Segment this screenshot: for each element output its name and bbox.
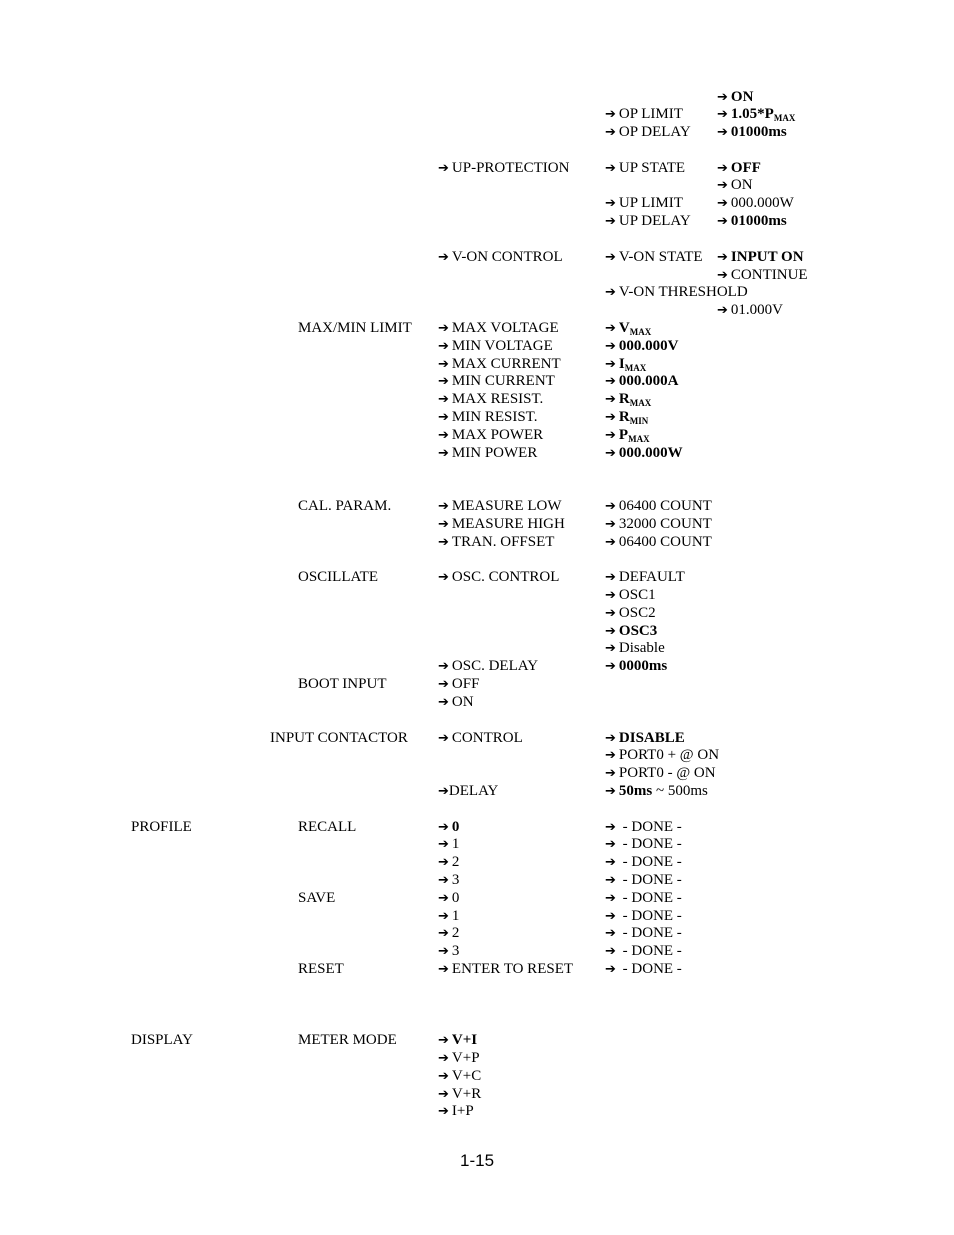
menu-label: V-ON THRESHOLD	[618, 284, 748, 300]
menu-option	[605, 924, 682, 943]
arrow-right-icon: ➔	[605, 428, 616, 443]
menu-heading	[298, 960, 344, 978]
arrow-right-icon: ➔	[605, 820, 616, 835]
arrow-right-icon: ➔	[717, 268, 728, 283]
menu-label: - DONE -	[618, 961, 682, 977]
arrow-right-icon: ➔	[605, 855, 616, 870]
menu-option	[438, 319, 559, 338]
menu-option	[605, 105, 683, 124]
menu-label: 01000ms	[730, 213, 787, 229]
menu-option	[438, 657, 538, 676]
arrow-right-icon: ➔	[605, 766, 616, 781]
arrow-right-icon: ➔	[605, 285, 616, 300]
menu-option	[438, 533, 554, 552]
menu-label: PORT0 - @ ON	[618, 765, 716, 781]
menu-label: UP LIMIT	[618, 195, 683, 211]
arrow-right-icon: ➔	[438, 374, 449, 389]
arrow-right-icon: ➔	[717, 214, 728, 229]
arrow-right-icon: ➔	[438, 962, 449, 977]
menu-label: ON	[730, 89, 754, 105]
arrow-right-icon: ➔	[605, 891, 616, 906]
menu-option	[438, 426, 543, 445]
menu-option	[438, 408, 537, 427]
menu-label: MEASURE LOW	[451, 498, 562, 514]
arrow-right-icon: ➔	[605, 731, 616, 746]
menu-option	[605, 942, 682, 961]
menu-option	[438, 159, 569, 178]
menu-option	[717, 194, 794, 213]
menu-label: OSCILLATE	[298, 569, 378, 585]
menu-label: $V_{MAX}$	[618, 320, 652, 337]
menu-label: OP LIMIT	[618, 106, 683, 122]
label-subscript: MAX	[628, 434, 650, 444]
menu-label: INPUT ON	[730, 249, 804, 265]
arrow-right-icon: ➔	[605, 161, 616, 176]
label-subscript: MIN	[629, 416, 649, 426]
menu-label: TRAN. OFFSET	[451, 534, 555, 550]
menu-option	[717, 105, 795, 124]
menu-label: $I_{MAX}$	[618, 356, 647, 373]
menu-label: CONTINUE	[730, 267, 808, 283]
menu-option	[438, 835, 459, 854]
menu-option	[438, 337, 553, 356]
menu-option	[605, 426, 650, 445]
menu-label: 06400 COUNT	[618, 534, 712, 550]
menu-label: V+I	[451, 1032, 478, 1048]
menu-option	[438, 497, 561, 516]
menu-option	[438, 248, 563, 267]
menu-label: OFF	[730, 160, 761, 176]
menu-heading	[298, 818, 356, 836]
arrow-right-icon: ➔	[605, 624, 616, 639]
menu-label: 32000 COUNT	[618, 516, 712, 532]
menu-option	[438, 515, 565, 534]
menu-label: MIN POWER	[451, 445, 538, 461]
menu-label: DELAY	[448, 783, 499, 799]
label-subscript: MAX	[629, 398, 652, 408]
arrow-right-icon: ➔	[717, 161, 728, 176]
label-subscript: MAX	[624, 363, 647, 373]
arrow-right-icon: ➔	[438, 446, 449, 461]
menu-label: OSC2	[618, 605, 656, 621]
arrow-right-icon: ➔	[438, 855, 449, 870]
arrow-right-icon: ➔	[605, 962, 616, 977]
menu-label: INPUT CONTACTOR	[270, 730, 408, 746]
arrow-right-icon: ➔	[605, 374, 616, 389]
arrow-right-icon: ➔	[605, 837, 616, 852]
menu-label: 000.000A	[618, 373, 679, 389]
menu-label: ENTER TO RESET	[451, 961, 574, 977]
menu-heading	[298, 1031, 397, 1049]
arrow-right-icon: ➔	[605, 606, 616, 621]
menu-option	[438, 729, 523, 748]
menu-option	[605, 159, 685, 178]
menu-label: PORT0 + @ ON	[618, 747, 720, 763]
menu-label: - DONE -	[618, 890, 682, 906]
arrow-right-icon: ➔	[438, 392, 449, 407]
arrow-right-icon: ➔	[605, 392, 616, 407]
menu-label: OSC3	[618, 623, 658, 639]
menu-label: RECALL	[298, 819, 357, 835]
menu-option	[605, 515, 712, 534]
arrow-right-icon: ➔	[438, 926, 449, 941]
arrow-right-icon: ➔	[438, 1087, 449, 1102]
arrow-right-icon: ➔	[605, 570, 616, 585]
menu-option	[605, 764, 716, 783]
menu-option	[605, 853, 682, 872]
menu-option	[438, 889, 459, 908]
menu-option	[605, 889, 682, 908]
arrow-right-icon: ➔	[605, 107, 616, 122]
menu-option	[605, 586, 656, 605]
menu-option	[717, 248, 804, 267]
arrow-right-icon: ➔	[438, 161, 449, 176]
arrow-right-icon: ➔	[605, 517, 616, 532]
arrow-right-icon: ➔	[438, 695, 449, 710]
menu-label: 1	[451, 836, 460, 852]
arrow-right-icon: ➔	[438, 1069, 449, 1084]
arrow-right-icon: ➔	[438, 428, 449, 443]
menu-option	[438, 1067, 481, 1086]
menu-label: 01000ms	[730, 124, 787, 140]
menu-option	[717, 212, 787, 231]
menu-label: V-ON CONTROL	[451, 249, 563, 265]
arrow-right-icon: ➔	[438, 891, 449, 906]
menu-option	[605, 533, 712, 552]
menu-label: 3	[451, 872, 460, 888]
menu-label: OSC. DELAY	[451, 658, 539, 674]
arrow-right-icon: ➔	[717, 90, 728, 105]
arrow-right-icon: ➔	[605, 125, 616, 140]
menu-label: CONTROL	[451, 730, 523, 746]
menu-heading	[298, 889, 335, 907]
menu-heading	[298, 675, 386, 693]
menu-label: UP STATE	[618, 160, 686, 176]
menu-label: V+R	[451, 1086, 482, 1102]
menu-option	[605, 337, 679, 356]
menu-label: MAX RESIST.	[451, 391, 544, 407]
menu-option	[438, 960, 573, 979]
menu-label: DISABLE	[618, 730, 685, 746]
arrow-right-icon: ➔	[438, 1033, 449, 1048]
arrow-right-icon: ➔	[605, 250, 616, 265]
menu-label: OSC1	[618, 587, 656, 603]
arrow-right-icon: ➔	[438, 517, 449, 532]
menu-label: MEASURE HIGH	[451, 516, 565, 532]
arrow-right-icon: ➔	[438, 339, 449, 354]
menu-label: $R_{MAX}$	[618, 391, 652, 408]
menu-option	[438, 372, 555, 391]
menu-option	[605, 568, 685, 587]
menu-label: 0	[451, 819, 460, 835]
arrow-right-icon: ➔	[438, 321, 449, 336]
menu-label: MIN VOLTAGE	[451, 338, 553, 354]
arrow-right-icon: ➔	[605, 909, 616, 924]
menu-label: MAX CURRENT	[451, 356, 561, 372]
menu-option	[438, 924, 459, 943]
arrow-right-icon: ➔	[717, 178, 728, 193]
menu-label: 2	[451, 925, 460, 941]
menu-option	[438, 1102, 474, 1121]
menu-label: SAVE	[298, 890, 336, 906]
menu-label: 01.000V	[730, 302, 783, 318]
menu-label: 1	[451, 908, 460, 924]
menu-label: 2	[451, 854, 460, 870]
menu-label: - DONE -	[618, 854, 682, 870]
arrow-right-icon: ➔	[605, 944, 616, 959]
menu-option	[605, 390, 651, 409]
arrow-right-icon: ➔	[605, 196, 616, 211]
arrow-right-icon: ➔	[605, 499, 616, 514]
menu-label: OSC. CONTROL	[451, 569, 560, 585]
menu-option	[717, 176, 753, 195]
arrow-right-icon: ➔	[438, 570, 449, 585]
arrow-right-icon: ➔	[438, 731, 449, 746]
menu-label: ON	[730, 177, 753, 193]
menu-option	[605, 657, 667, 676]
menu-heading	[298, 319, 412, 337]
menu-option	[605, 212, 691, 231]
page-number: 1-15	[460, 1151, 495, 1170]
menu-label: CAL. PARAM.	[298, 498, 392, 514]
menu-label: ON	[451, 694, 474, 710]
menu-label: 0000ms	[618, 658, 668, 674]
arrow-right-icon: ➔	[438, 873, 449, 888]
arrow-right-icon: ➔	[717, 250, 728, 265]
menu-label: - DONE -	[618, 943, 682, 959]
arrow-right-icon: ➔	[438, 499, 449, 514]
arrow-right-icon: ➔	[605, 339, 616, 354]
menu-label: - DONE -	[618, 836, 682, 852]
menu-option	[438, 871, 459, 890]
arrow-right-icon: ➔	[438, 1051, 449, 1066]
menu-option	[438, 1031, 477, 1050]
menu-option	[438, 782, 498, 801]
menu-label: 000.000W	[618, 445, 683, 461]
menu-label: 3	[451, 943, 460, 959]
menu-option	[605, 604, 656, 623]
menu-label: MIN RESIST.	[451, 409, 538, 425]
arrow-right-icon: ➔	[438, 250, 449, 265]
menu-label: $1.05*P_{MAX}$	[730, 106, 796, 123]
label-subscript: MAX	[773, 113, 796, 123]
arrow-right-icon: ➔	[717, 125, 728, 140]
arrow-right-icon: ➔	[605, 873, 616, 888]
arrow-right-icon: ➔	[717, 196, 728, 211]
arrow-right-icon: ➔	[438, 659, 449, 674]
arrow-right-icon: ➔	[438, 820, 449, 835]
label-subscript: MAX	[629, 327, 652, 337]
menu-option	[605, 123, 691, 142]
menu-option	[438, 853, 459, 872]
arrow-right-icon: ➔	[605, 588, 616, 603]
menu-label: RESET	[298, 961, 344, 977]
menu-option	[605, 444, 683, 463]
menu-label: - DONE -	[618, 908, 682, 924]
menu-option	[605, 283, 748, 302]
menu-label: 06400 COUNT	[618, 498, 712, 514]
menu-label: - DONE -	[618, 819, 682, 835]
menu-label: 000.000W	[730, 195, 794, 211]
arrow-right-icon: ➔	[605, 410, 616, 425]
menu-option	[717, 301, 783, 320]
arrow-right-icon: ➔	[438, 1104, 449, 1119]
menu-label: V-ON STATE	[618, 249, 703, 265]
arrow-right-icon: ➔	[605, 321, 616, 336]
menu-label: - DONE -	[618, 925, 682, 941]
menu-label: V+P	[451, 1050, 480, 1066]
arrow-right-icon: ➔	[605, 926, 616, 941]
arrow-right-icon: ➔	[605, 535, 616, 550]
menu-option	[605, 960, 682, 979]
arrow-right-icon: ➔	[438, 535, 449, 550]
menu-option	[605, 835, 682, 854]
menu-label: I+P	[451, 1103, 474, 1119]
arrow-right-icon: ➔	[605, 784, 616, 799]
arrow-right-icon: ➔	[438, 410, 449, 425]
menu-option	[605, 319, 651, 338]
menu-option	[605, 194, 683, 213]
arrow-right-icon: ➔	[605, 446, 616, 461]
menu-label: PROFILE	[131, 819, 192, 835]
arrow-right-icon: ➔	[605, 357, 616, 372]
menu-label-suffix: ~ 500ms	[652, 783, 708, 799]
arrow-right-icon: ➔	[605, 214, 616, 229]
arrow-right-icon: ➔	[438, 944, 449, 959]
menu-option	[438, 675, 479, 694]
menu-heading	[298, 568, 378, 586]
arrow-right-icon: ➔	[438, 677, 449, 692]
menu-label: 50ms	[618, 783, 653, 799]
menu-option	[605, 372, 679, 391]
menu-label: MAX POWER	[451, 427, 544, 443]
arrow-right-icon: ➔	[605, 659, 616, 674]
menu-option	[605, 639, 665, 658]
menu-option	[605, 746, 719, 765]
menu-label: MIN CURRENT	[451, 373, 555, 389]
menu-heading	[131, 818, 192, 836]
menu-option	[605, 782, 708, 801]
arrow-right-icon: ➔	[717, 303, 728, 318]
menu-option	[605, 871, 682, 890]
menu-label: DISPLAY	[131, 1032, 193, 1048]
menu-label: 0	[451, 890, 460, 906]
menu-option	[438, 390, 543, 409]
menu-option	[438, 444, 537, 463]
menu-label: UP-PROTECTION	[451, 160, 570, 176]
menu-label: Disable	[618, 640, 665, 656]
arrow-right-icon: ➔	[438, 837, 449, 852]
menu-option	[605, 248, 703, 267]
menu-label: 000.000V	[618, 338, 679, 354]
arrow-right-icon: ➔	[605, 641, 616, 656]
menu-option	[605, 497, 712, 516]
menu-heading	[131, 1031, 193, 1049]
arrow-right-icon: ➔	[438, 357, 449, 372]
arrow-right-icon: ➔	[438, 784, 449, 799]
arrow-right-icon: ➔	[438, 909, 449, 924]
menu-label: OP DELAY	[618, 124, 691, 140]
menu-option	[438, 942, 459, 961]
menu-label: MAX VOLTAGE	[451, 320, 559, 336]
menu-option	[605, 408, 648, 427]
menu-label: $R_{MIN}$	[618, 409, 649, 426]
menu-label: METER MODE	[298, 1032, 397, 1048]
menu-heading	[270, 729, 408, 747]
menu-option	[717, 123, 787, 142]
menu-label: - DONE -	[618, 872, 682, 888]
menu-label: V+C	[451, 1068, 482, 1084]
menu-label: $P_{MAX}$	[618, 427, 650, 444]
menu-label: OFF	[451, 676, 480, 692]
menu-heading	[298, 497, 391, 515]
menu-label: BOOT INPUT	[298, 676, 387, 692]
menu-option	[438, 1049, 480, 1068]
menu-label: DEFAULT	[618, 569, 685, 585]
arrow-right-icon: ➔	[605, 748, 616, 763]
menu-label: MAX/MIN LIMIT	[298, 320, 412, 336]
menu-label: UP DELAY	[618, 213, 691, 229]
menu-option	[438, 693, 474, 712]
arrow-right-icon: ➔	[717, 107, 728, 122]
menu-option	[438, 568, 559, 587]
